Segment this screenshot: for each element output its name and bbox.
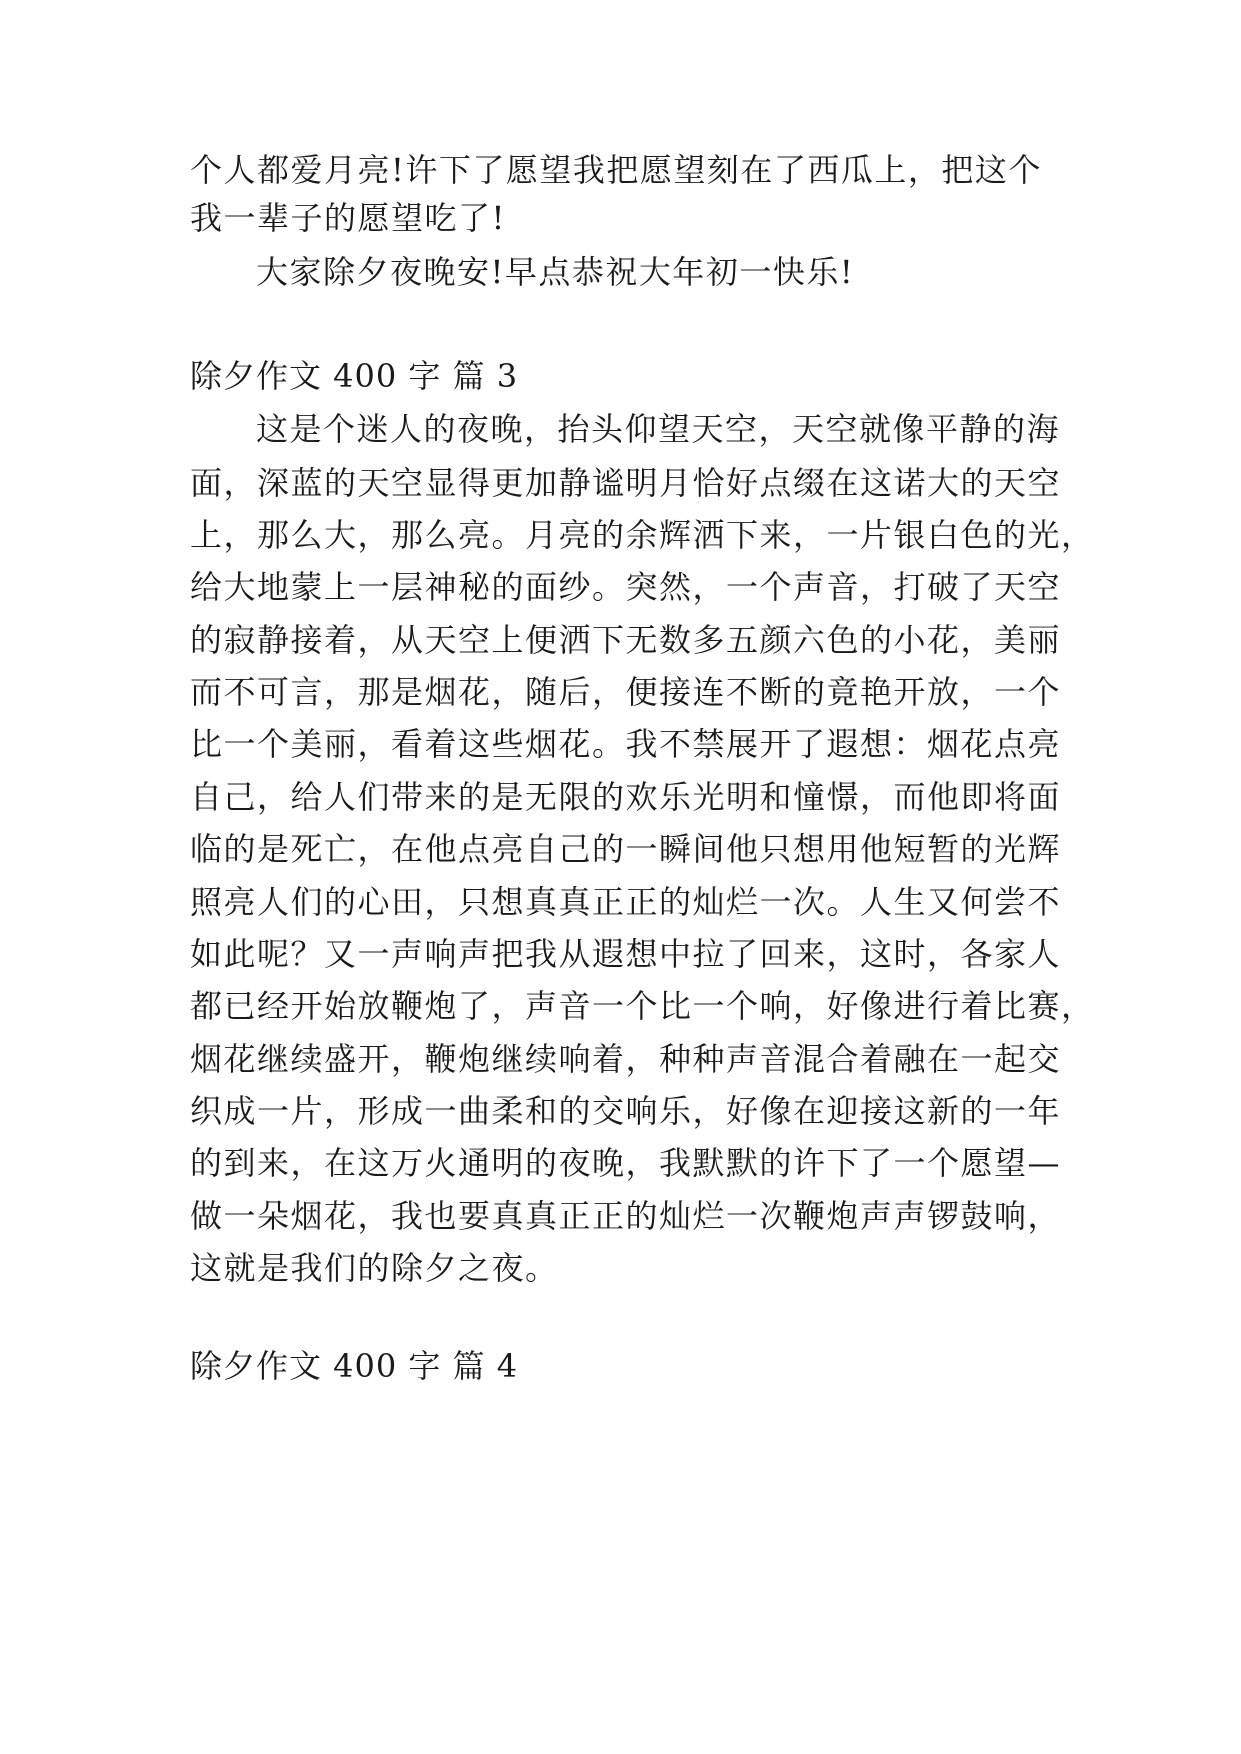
closing-line: 大家除夕夜晚安!早点恭祝大年初一快乐! [256, 253, 855, 291]
paragraph-line: 都已经开始放鞭炮了，声音一个比一个响，好像进行着比赛， [190, 987, 1095, 1025]
paragraph-line: 烟花继续盛开，鞭炮继续响着，种种声音混合着融在一起交 [190, 1040, 1062, 1078]
paragraph-line: 织成一片，形成一曲柔和的交响乐，好像在迎接这新的一年 [190, 1092, 1062, 1130]
paragraph-line: 我一辈子的愿望吃了! [190, 199, 506, 237]
paragraph-line: 个人都爱月亮!许下了愿望我把愿望刻在了西瓜上，把这个 [190, 151, 1042, 189]
paragraph-line: 这就是我们的除夕之夜。 [190, 1249, 559, 1287]
section-4-heading: 除夕作文 400 字 篇 4 [190, 1347, 519, 1385]
section-3-heading: 除夕作文 400 字 篇 3 [190, 357, 519, 395]
paragraph-line: 如此呢？又一声响声把我从遐想中拉了回来，这时，各家人 [190, 935, 1062, 973]
paragraph-line: 临的是死亡，在他点亮自己的一瞬间他只想用他短暂的光辉 [190, 830, 1062, 868]
paragraph-line: 做一朵烟花，我也要真真正正的灿烂一次鞭炮声声锣鼓响， [190, 1197, 1062, 1235]
paragraph-line: 上，那么大，那么亮。月亮的余辉洒下来，一片银白色的光， [190, 516, 1095, 554]
paragraph-line: 比一个美丽，看着这些烟花。我不禁展开了遐想：烟花点亮 [190, 725, 1062, 763]
paragraph-line: 照亮人们的心田，只想真真正正的灿烂一次。人生又何尝不 [190, 883, 1062, 921]
paragraph-line: 这是个迷人的夜晚，抬头仰望天空，天空就像平静的海 [256, 410, 1061, 448]
paragraph-line: 自己，给人们带来的是无限的欢乐光明和憧憬，而他即将面 [190, 778, 1062, 816]
paragraph-line: 的寂静接着，从天空上便洒下无数多五颜六色的小花，美丽 [190, 621, 1062, 659]
paragraph-line: 而不可言，那是烟花，随后，便接连不断的竟艳开放，一个 [190, 673, 1062, 711]
paragraph-line: 面，深蓝的天空显得更加静谧明月恰好点缀在这诺大的天空 [190, 464, 1062, 502]
paragraph-line: 的到来，在这万火通明的夜晚，我默默的许下了一个愿望— [190, 1144, 1062, 1182]
paragraph-line: 给大地蒙上一层神秘的面纱。突然，一个声音，打破了天空 [190, 568, 1062, 606]
